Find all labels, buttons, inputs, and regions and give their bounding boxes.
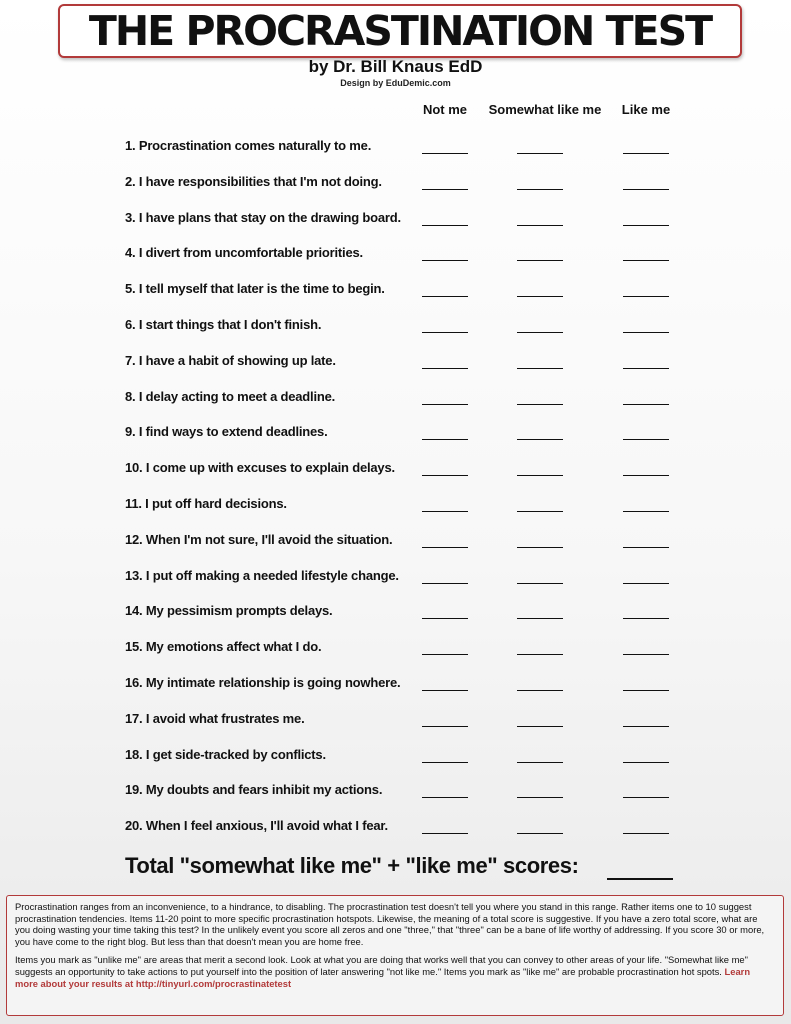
question-text: 7. I have a habit of showing up late.: [125, 352, 336, 368]
question-row: [0, 281, 791, 301]
answer-blank-not-me[interactable]: [422, 762, 468, 763]
question-row: [0, 317, 791, 337]
question-text: 2. I have responsibilities that I'm not doing.: [125, 173, 382, 189]
question-text: 1. Procrastination comes naturally to me.: [125, 138, 372, 153]
question-row: [0, 460, 791, 480]
answer-blank-somewhat-like-me[interactable]: [517, 404, 563, 405]
question-text: 9. I find ways to extend deadlines.: [125, 424, 328, 440]
question-text: 11. I put off hard decisions.: [125, 496, 287, 511]
answer-blank-somewhat-like-me[interactable]: [517, 833, 563, 834]
question-row: [0, 496, 791, 516]
answer-blank-not-me[interactable]: [422, 726, 468, 727]
question-text: 13. I put off making a needed lifestyle change.: [125, 567, 399, 583]
answer-blank-somewhat-like-me[interactable]: [517, 654, 563, 655]
total-score-label: Total "somewhat like me" + "like me" scores:: [125, 853, 579, 878]
question-text: 8. I delay acting to meet a deadline.: [125, 388, 336, 404]
question-text: 10. I come up with excuses to explain delays.: [125, 460, 395, 476]
notes-paragraph-1: Procrastination ranges from an inconvenience, to a hindrance, to disabling. The procrastination test doesn't tell you where you stand in this range. Rather items one to 10 suggest procrastination tendencies. Items 11-20 point to more specific procrastination hotspots. Likewise, the meaning of a total score is suggestive. If you have a zero total score, what are you doing wasting your time taking this test? In the unlikely event you score all zeros and one "three," that "three" can be a bane of life worthy of addressing. If you score 30 or more, you have come to the right blog. But less than that doesn't mean you are home free.: [15, 901, 765, 947]
answer-blank-somewhat-like-me[interactable]: [517, 260, 563, 261]
answer-blank-like-me[interactable]: [623, 189, 669, 190]
question-text: 4. I divert from uncomfortable priorities.: [125, 245, 363, 261]
answer-blank-not-me[interactable]: [422, 690, 468, 691]
question-row: [0, 424, 791, 444]
question-row: [0, 711, 791, 731]
question-row: [0, 138, 791, 158]
answer-blank-like-me[interactable]: [623, 475, 669, 476]
question-text: 18. I get side-tracked by conflicts.: [125, 746, 326, 762]
question-row: [0, 353, 791, 373]
answer-blank-not-me[interactable]: [422, 296, 468, 297]
question-row: [0, 639, 791, 659]
page-title: THE PROCRASTINATION TEST: [88, 7, 712, 55]
question-row: [0, 174, 791, 194]
question-text: 16. My intimate relationship is going nowhere.: [125, 675, 401, 690]
answer-blank-not-me[interactable]: [422, 797, 468, 798]
answer-blank-not-me[interactable]: [422, 368, 468, 369]
answer-blank-like-me[interactable]: [623, 654, 669, 655]
answer-blank-not-me[interactable]: [422, 153, 468, 154]
question-text: 6. I start things that I don't finish.: [125, 317, 322, 332]
question-text: 15. My emotions affect what I do.: [125, 639, 322, 655]
question-row: [0, 675, 791, 695]
question-row: [0, 747, 791, 767]
question-text: 3. I have plans that stay on the drawing board.: [125, 209, 401, 225]
question-row: [0, 568, 791, 588]
question-text: 19. My doubts and fears inhibit my actions.: [125, 782, 383, 798]
title-box: [58, 4, 742, 58]
answer-blank-like-me[interactable]: [623, 690, 669, 691]
answer-blank-not-me[interactable]: [422, 225, 468, 226]
question-text: 12. When I'm not sure, I'll avoid the situation.: [125, 531, 393, 547]
answer-blank-not-me[interactable]: [422, 260, 468, 261]
answer-blank-somewhat-like-me[interactable]: [517, 189, 563, 190]
notes-paragraph-2: [15, 954, 775, 989]
question-row: [0, 245, 791, 265]
question-row: [0, 532, 791, 552]
answer-blank-somewhat-like-me[interactable]: [517, 225, 563, 226]
answer-blank-not-me[interactable]: [422, 511, 468, 512]
answer-blank-like-me[interactable]: [623, 368, 669, 369]
answer-blank-somewhat-like-me[interactable]: [517, 368, 563, 369]
answer-blank-not-me[interactable]: [422, 332, 468, 333]
question-text: 20. When I feel anxious, I'll avoid what I fear.: [125, 818, 388, 834]
question-row: [0, 818, 791, 838]
answer-blank-like-me[interactable]: [623, 225, 669, 226]
question-text: 17. I avoid what frustrates me.: [125, 710, 305, 726]
answer-blank-somewhat-like-me[interactable]: [517, 511, 563, 512]
answer-blank-somewhat-like-me[interactable]: [517, 439, 563, 440]
answer-blank-somewhat-like-me[interactable]: [517, 726, 563, 727]
total-score-blank[interactable]: [607, 878, 673, 880]
column-header-like-me: Like me: [621, 102, 671, 117]
answer-blank-not-me[interactable]: [422, 618, 468, 619]
answer-blank-like-me[interactable]: [623, 797, 669, 798]
results-link[interactable]: Learn more about your results at http://tinyurl.com/procrastinatetest: [15, 965, 751, 989]
answer-blank-somewhat-like-me[interactable]: [517, 690, 563, 691]
answer-blank-like-me[interactable]: [623, 332, 669, 333]
answer-blank-like-me[interactable]: [623, 511, 669, 512]
answer-blank-not-me[interactable]: [422, 654, 468, 655]
results-notes: [6, 895, 784, 1016]
answer-blank-like-me[interactable]: [623, 583, 669, 584]
column-header-somewhat-like-me: Somewhat like me: [488, 102, 602, 117]
answer-blank-not-me[interactable]: [422, 547, 468, 548]
design-credit: Design by EduDemic.com: [340, 78, 451, 88]
answer-blank-not-me[interactable]: [422, 404, 468, 405]
answer-blank-somewhat-like-me[interactable]: [517, 618, 563, 619]
answer-blank-like-me[interactable]: [623, 762, 669, 763]
answer-blank-somewhat-like-me[interactable]: [517, 296, 563, 297]
answer-blank-not-me[interactable]: [422, 475, 468, 476]
answer-blank-somewhat-like-me[interactable]: [517, 332, 563, 333]
answer-blank-not-me[interactable]: [422, 189, 468, 190]
question-row: [0, 603, 791, 623]
answer-blank-not-me[interactable]: [422, 833, 468, 834]
notes-paragraph-2-text: Items you mark as "unlike me" are areas that merit a second look. Look at what you are doing that works well that you can convey to other areas of your life. "Somewhat like me" suggests an opportunity to take actions to put yourself into the position of later answering "not like me." Items you mark as "like me" are probable procrastination hot spots.: [15, 954, 748, 977]
answer-blank-like-me[interactable]: [623, 404, 669, 405]
question-text: 5. I tell myself that later is the time to begin.: [125, 281, 385, 297]
answer-blank-somewhat-like-me[interactable]: [517, 797, 563, 798]
answer-blank-like-me[interactable]: [623, 547, 669, 548]
answer-blank-like-me[interactable]: [623, 618, 669, 619]
answer-blank-like-me[interactable]: [623, 833, 669, 834]
answer-blank-like-me[interactable]: [623, 439, 669, 440]
answer-blank-not-me[interactable]: [422, 439, 468, 440]
author-byline: by Dr. Bill Knaus EdD: [308, 57, 483, 76]
answer-blank-not-me[interactable]: [422, 583, 468, 584]
question-row: [0, 782, 791, 802]
answer-blank-like-me[interactable]: [623, 153, 669, 154]
answer-blank-like-me[interactable]: [623, 260, 669, 261]
answer-blank-somewhat-like-me[interactable]: [517, 583, 563, 584]
question-text: 14. My pessimism prompts delays.: [125, 603, 333, 619]
answer-blank-somewhat-like-me[interactable]: [517, 153, 563, 154]
column-header-not-me: Not me: [422, 102, 468, 117]
answer-blank-somewhat-like-me[interactable]: [517, 547, 563, 548]
answer-blank-somewhat-like-me[interactable]: [517, 762, 563, 763]
question-row: [0, 389, 791, 409]
answer-blank-somewhat-like-me[interactable]: [517, 475, 563, 476]
question-row: [0, 210, 791, 230]
answer-blank-like-me[interactable]: [623, 296, 669, 297]
answer-blank-like-me[interactable]: [623, 726, 669, 727]
